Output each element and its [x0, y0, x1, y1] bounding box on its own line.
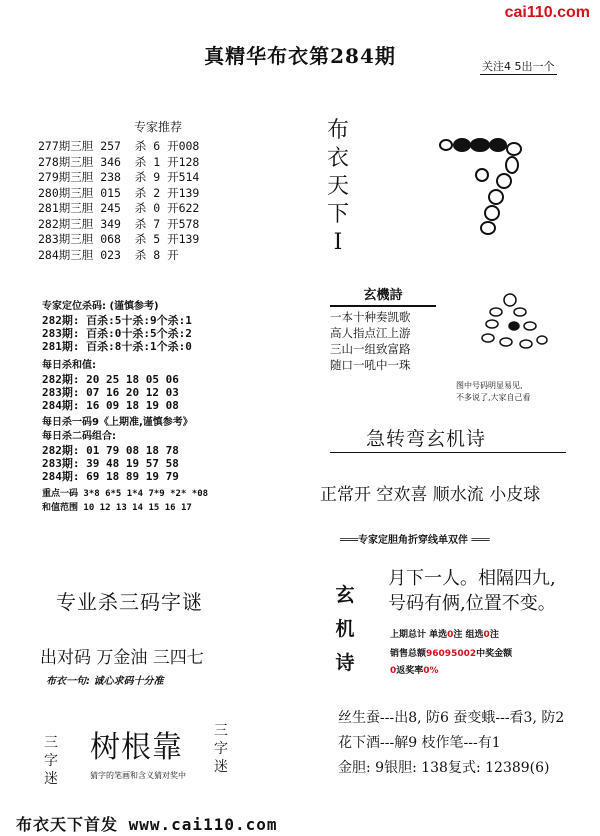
picture-caption: [456, 380, 556, 404]
return-rate-stats: [390, 663, 439, 676]
sum-kill-row: 283期: 07 16 20 12 03: [42, 386, 179, 399]
two-kill-row: 284期: 69 18 89 19 79: [42, 470, 179, 483]
slogan-line: 正常开 空欢喜 顺水流 小皮球: [320, 485, 541, 505]
recommend-row: 284期三胆 023 杀 8 开: [38, 247, 179, 262]
stat-label: 返奖率: [396, 666, 424, 676]
sales-stats: [390, 646, 512, 659]
coin-pile-illustration: [474, 290, 554, 360]
two-kill-row: 283期: 39 48 19 57 58: [42, 457, 179, 470]
stat-value: 0%: [423, 666, 439, 676]
mystic-riddle: [388, 566, 556, 616]
last-period-stats: [390, 627, 499, 640]
vertical-char: 下: [326, 202, 349, 227]
buyi-one-line: 布衣一句: 诚心求码十分准: [46, 676, 164, 687]
stat-label: 注: [489, 630, 499, 640]
site-logo: cai110.com: [504, 4, 590, 21]
clue-line: 花下酒---解9 枝作笔---有1: [338, 735, 501, 751]
caption-line: 图中号码明显易见,: [456, 381, 523, 390]
clue-line: 丝生蚕---出8, 防6 蚕变蛾---看3, 防2: [338, 710, 565, 726]
sum-kill-title: 每日杀和值:: [42, 360, 96, 371]
vertical-char: 布: [326, 118, 349, 143]
recommend-row: 277期三胆 257 杀 6 开008: [38, 139, 200, 153]
vertical-char: 诗: [335, 652, 355, 674]
riddle-line: 号码有俩,位置不变。: [388, 593, 556, 614]
stat-value: 0: [483, 630, 490, 640]
stat-label: 中奖金额: [476, 649, 513, 659]
vertical-char: I: [333, 230, 343, 255]
caption-line: 不多说了,大家自己看: [456, 393, 531, 402]
bead-seven-illustration: [436, 135, 536, 235]
stat-value: 0: [390, 666, 397, 676]
riddle-note: 猜字的笔画和含义猜对奖中: [90, 771, 186, 780]
riddle-side-label-right: [212, 722, 230, 776]
focus-code-row: 重点一码 3*8 6*5 1*4 7*9 *2* *08: [42, 489, 209, 499]
kill-code-box: [42, 300, 242, 522]
mystic-poem-box: [330, 284, 436, 373]
position-kill-row: 282期: 百杀:5十杀:9个杀:1: [42, 314, 192, 327]
side-char: 三: [44, 735, 58, 751]
side-char: 三: [214, 723, 228, 739]
position-kill-row: 283期: 百杀:0十杀:5个杀:2: [42, 327, 192, 340]
recommend-row: 279期三胆 238 杀 9 开514: [38, 170, 200, 184]
side-char: 字: [44, 753, 58, 769]
sum-kill-row: 284期: 16 09 18 19 08: [42, 399, 179, 412]
riddle-main-text: 树根靠: [90, 730, 183, 765]
vertical-char: 机: [335, 618, 355, 640]
bottom-brand-line: 布衣天下首发 www.cai110.com: [16, 815, 278, 834]
expert-recommend-box: [38, 118, 278, 268]
divider: [330, 452, 566, 453]
position-kill-row: 281期: 百杀:8十杀:1个杀:0: [42, 340, 192, 353]
stat-label: 注 组选: [453, 630, 484, 640]
recommend-row: 282期三胆 349 杀 7 开578: [38, 216, 200, 231]
poem-title: 玄機詩: [330, 284, 436, 307]
riddle-section-title: 专业杀三码字谜: [56, 590, 203, 614]
sum-kill-row: 282期: 20 25 18 05 06: [42, 373, 179, 386]
stat-label: 销售总额: [390, 649, 427, 659]
recommend-row: 278期三胆 346 杀 1 开128: [38, 154, 200, 169]
poem-line: 一本十种奏凯歌: [330, 310, 411, 324]
stat-label: 上期总计 单选: [390, 630, 448, 640]
pair-code-line: 出对码 万金油 三四七: [40, 648, 204, 668]
vertical-char: 天: [326, 174, 349, 199]
poem-line: 随口一吼中一珠: [330, 358, 411, 372]
one-kill-title: 每日杀一码9《上期准,谨慎参考》: [42, 417, 193, 428]
expert-banner: ═══专家定胆角折穿线单双伴 ═══: [340, 535, 490, 546]
recommend-title: 专家推荐: [133, 120, 182, 134]
recommend-row: 283期三胆 068 杀 5 开139: [38, 232, 200, 246]
two-kill-title: 每日杀二码组合:: [42, 431, 116, 442]
side-char: 迷: [214, 759, 228, 775]
two-kill-row: 282期: 01 79 08 18 78: [42, 444, 179, 457]
sum-range-row: 和值范围 10 12 13 14 15 16 17: [42, 503, 192, 513]
riddle-side-label-left: [42, 734, 60, 788]
follow-note: 关注4 5出一个: [482, 60, 555, 73]
side-char: 迷: [44, 771, 58, 787]
stat-value: 0: [447, 630, 454, 640]
vertical-title: [325, 117, 351, 257]
mystic-vertical-label: [332, 578, 358, 680]
recommend-row: 280期三胆 015 杀 2 开139: [38, 185, 200, 200]
riddle-line: 月下一人。相隔四九,: [388, 568, 556, 589]
position-kill-title: 专家定位杀码: (谨慎参考): [42, 301, 159, 312]
page-title: 真精华布衣第284期: [204, 44, 396, 68]
recommend-row: 281期三胆 245 杀 0 开622: [38, 201, 200, 215]
side-char: 字: [214, 741, 228, 757]
clue-box: [338, 706, 564, 781]
poem-line: 高人指点江上游: [330, 326, 411, 340]
turn-poem-title: 急转弯玄机诗: [366, 428, 487, 450]
vertical-char: 衣: [326, 146, 349, 171]
stat-value: 96095002: [426, 649, 477, 659]
clue-line: 金胆: 9银胆: 138复式: 12389(6): [338, 760, 550, 776]
poem-line: 三山一组致富路: [330, 342, 411, 356]
vertical-char: 玄: [335, 584, 355, 606]
